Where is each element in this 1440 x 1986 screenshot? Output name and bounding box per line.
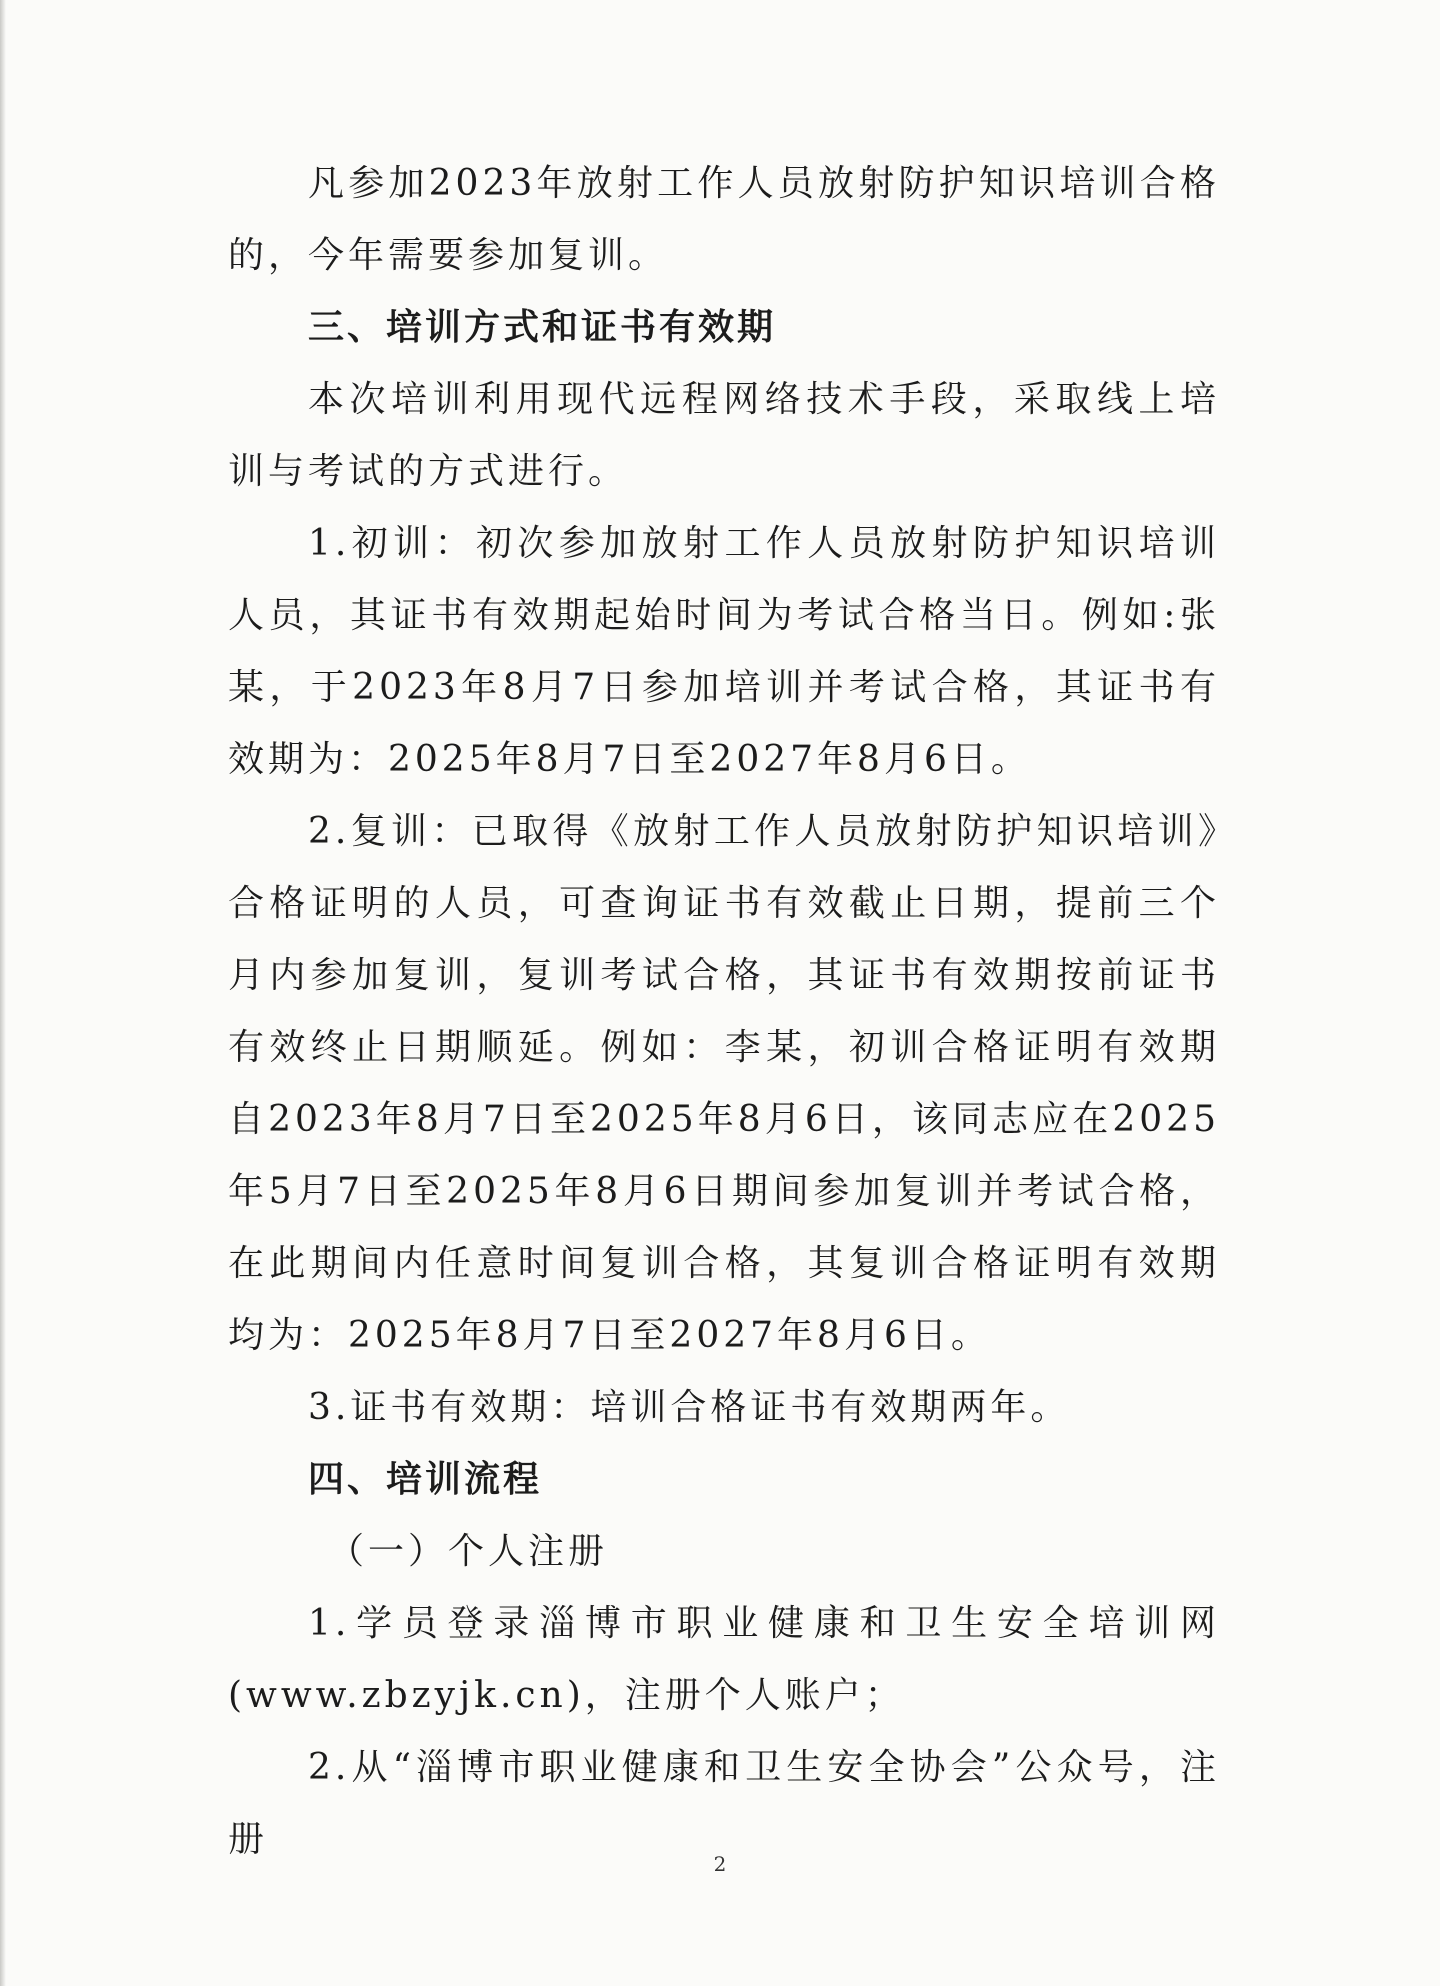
page-number: 2 [713,1852,727,1876]
section-heading-4: 四、培训流程 [308,1459,543,1500]
paragraph-retraining-requirement: 凡参加2023年放射工作人员放射防护知识培训合格的，今年需要参加复训。 [228,163,1220,276]
paragraph-retraining: 2.复训：已取得《放射工作人员放射防护知识培训》合格证明的人员，可查询证书有效截止日期，提前三个月内参加复训，复训考试合格，其证书有效期按前证书有效终止日期顺延。例如：李某，初训合格证明有效期自2023年8月7日至2025年8月6日，该同志应在2025年5月7日至2025年8月6日期间参加复训并考试合格，在此期间内任意时间复训合格，其复训合格证明有效期均为：2025年8月7日至2027年8月6日。 [228,811,1220,1356]
scan-edge-shadow [0,0,6,1986]
paragraph-wechat-registration: 2.从“淄博市职业健康和卫生安全协会”公众号，注册 [228,1747,1220,1860]
section-heading-3: 三、培训方式和证书有效期 [308,307,777,348]
paragraph-training-method: 本次培训利用现代远程网络技术手段，采取线上培训与考试的方式进行。 [228,379,1220,492]
document-body [228,148,1220,1876]
paragraph-website-registration: 1.学员登录淄博市职业健康和卫生安全培训网(www.zbzyjk.cn)，注册个人账户； [228,1603,1220,1716]
paragraph-initial-training: 1.初训：初次参加放射工作人员放射防护知识培训人员，其证书有效期起始时间为考试合格当日。例如:张某，于2023年8月7日参加培训并考试合格，其证书有效期为：2025年8月7日至2027年8月6日。 [228,523,1220,780]
paragraph-certificate-validity: 3.证书有效期：培训合格证书有效期两年。 [308,1387,1071,1428]
subsection-heading-registration: （一）个人注册 [328,1531,609,1572]
